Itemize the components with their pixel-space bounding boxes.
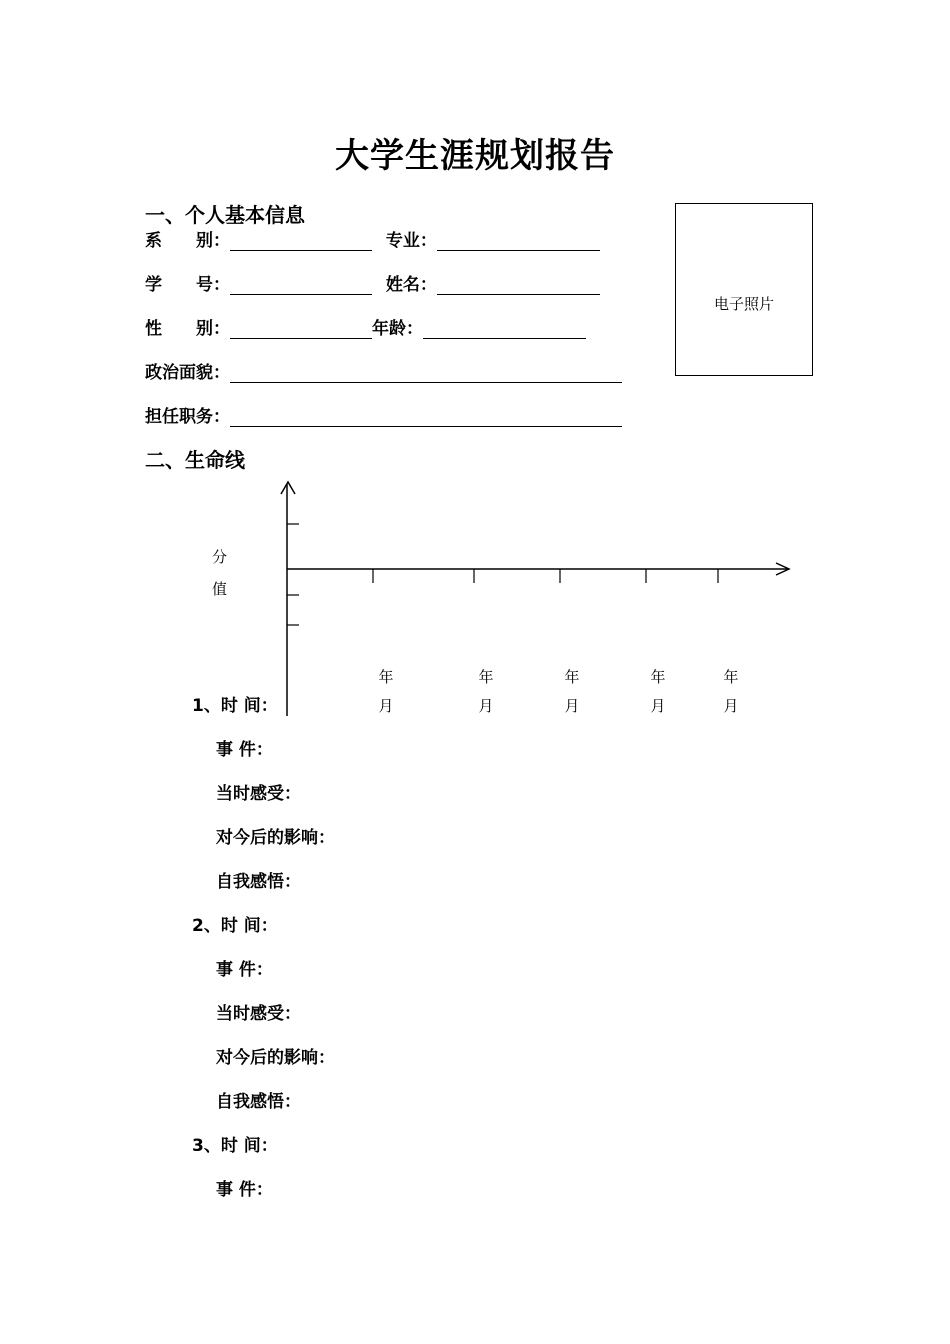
event1-time-label: 1、时 间： (192, 696, 278, 716)
position-label: 担任职务： (145, 407, 230, 427)
event2-event-label: 事 件： (216, 960, 273, 980)
tick-year: 年 (378, 668, 394, 686)
event1-feeling-label: 当时感受： (216, 784, 301, 804)
student-id-label: 学 号： (145, 275, 230, 295)
event2-feeling-label: 当时感受： (216, 1004, 301, 1024)
tick-year: 年 (478, 668, 494, 686)
section1-heading: 一、个人基本信息 (145, 203, 305, 227)
major-label: 专业： (385, 231, 437, 251)
tick-month: 月 (478, 697, 494, 715)
y-label-1: 分 (212, 548, 228, 566)
tick-year: 年 (650, 668, 666, 686)
section2-heading: 二、生命线 (145, 448, 245, 472)
photo-label: 电子照片 (713, 295, 774, 313)
y-axis-arrow (281, 482, 295, 494)
tick-month: 月 (564, 697, 580, 715)
name-label: 姓名： (385, 275, 437, 295)
event3-event-label: 事 件： (216, 1180, 273, 1200)
gender-label: 性 别： (145, 319, 230, 339)
event2-time-label: 2、时 间： (192, 916, 278, 936)
tick-month: 月 (723, 697, 739, 715)
tick-year: 年 (723, 668, 739, 686)
department-label: 系 别： (145, 231, 230, 251)
event2-impact-label: 对今后的影响： (216, 1048, 335, 1068)
tick-year: 年 (564, 668, 580, 686)
page-title: 大学生涯规划报告 (335, 136, 615, 176)
age-label: 年龄： (372, 319, 423, 339)
y-label-2: 值 (212, 580, 228, 598)
tick-month: 月 (378, 697, 394, 715)
political-label: 政治面貌： (145, 363, 230, 383)
tick-month: 月 (650, 697, 666, 715)
event1-event-label: 事 件： (216, 740, 273, 760)
event1-insight-label: 自我感悟： (216, 872, 301, 892)
event2-insight-label: 自我感悟： (216, 1092, 301, 1112)
event1-impact-label: 对今后的影响： (216, 828, 335, 848)
event3-time-label: 3、时 间： (192, 1136, 278, 1156)
